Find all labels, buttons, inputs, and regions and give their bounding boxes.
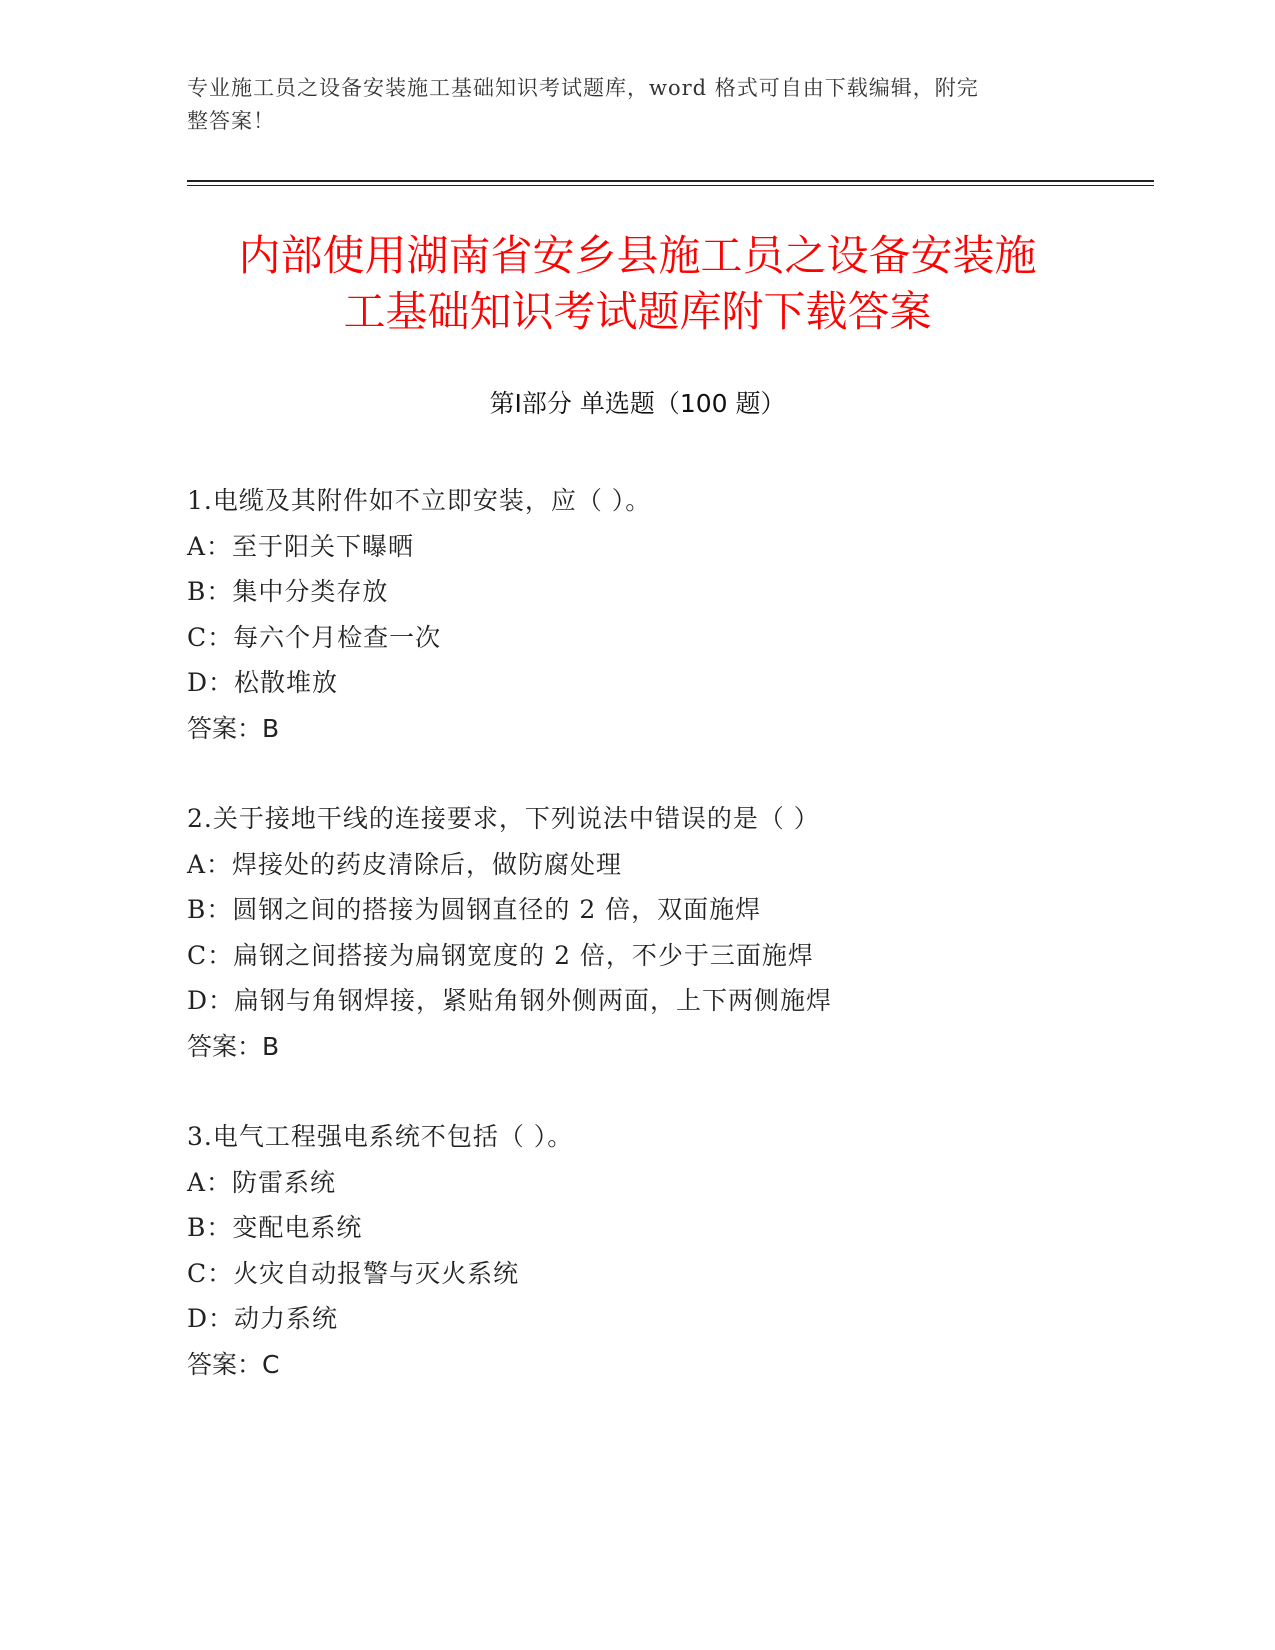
header-divider-thick — [187, 180, 1154, 182]
option-c: C：火灾自动报警与灭火系统 — [187, 1258, 520, 1288]
option-b: B：集中分类存放 — [187, 577, 389, 606]
question-1 — [187, 478, 1147, 751]
option-d: D：扁钢与角钢焊接，紧贴角钢外侧两面，上下两侧施焊 — [187, 986, 833, 1015]
option-a: A：至于阳关下曝晒 — [187, 531, 415, 561]
option-a: A：防雷系统 — [187, 1167, 337, 1197]
option-c: C：每六个月检查一次 — [187, 622, 442, 652]
header-note-line-2: 整答案！ — [187, 109, 275, 133]
question-stem: 1.电缆及其附件如不立即安装，应（ ）。 — [187, 486, 652, 515]
option-a: A：焊接处的药皮清除后，做防腐处理 — [187, 849, 623, 879]
option-d: D：松散堆放 — [187, 668, 339, 697]
document-title-line-1: 内部使用湖南省安乡县施工员之设备安装施 — [238, 231, 1037, 280]
header-note — [187, 72, 1067, 138]
answer: 答案：B — [187, 1031, 280, 1061]
question-3 — [187, 1114, 1147, 1387]
header-note-line-1: 专业施工员之设备安装施工基础知识考试题库，word 格式可自由下载编辑，附完 — [187, 76, 979, 100]
document-title — [160, 228, 1115, 340]
question-stem: 3.电气工程强电系统不包括（ ）。 — [187, 1122, 574, 1151]
option-b: B：圆钢之间的搭接为圆钢直径的 2 倍，双面施焊 — [187, 895, 762, 924]
section-heading: 第Ⅰ部分 单选题（100 题） — [489, 389, 786, 418]
document-title-line-2: 工基础知识考试题库附下载答案 — [343, 287, 932, 336]
answer: 答案：B — [187, 713, 280, 743]
question-stem: 2.关于接地干线的连接要求，下列说法中错误的是（ ） — [187, 804, 820, 833]
option-d: D：动力系统 — [187, 1304, 339, 1333]
option-c: C：扁钢之间搭接为扁钢宽度的 2 倍，不少于三面施焊 — [187, 940, 814, 970]
answer: 答案：C — [187, 1349, 280, 1379]
option-b: B：变配电系统 — [187, 1213, 363, 1242]
question-2 — [187, 796, 1147, 1069]
header-divider-thin — [187, 185, 1154, 186]
